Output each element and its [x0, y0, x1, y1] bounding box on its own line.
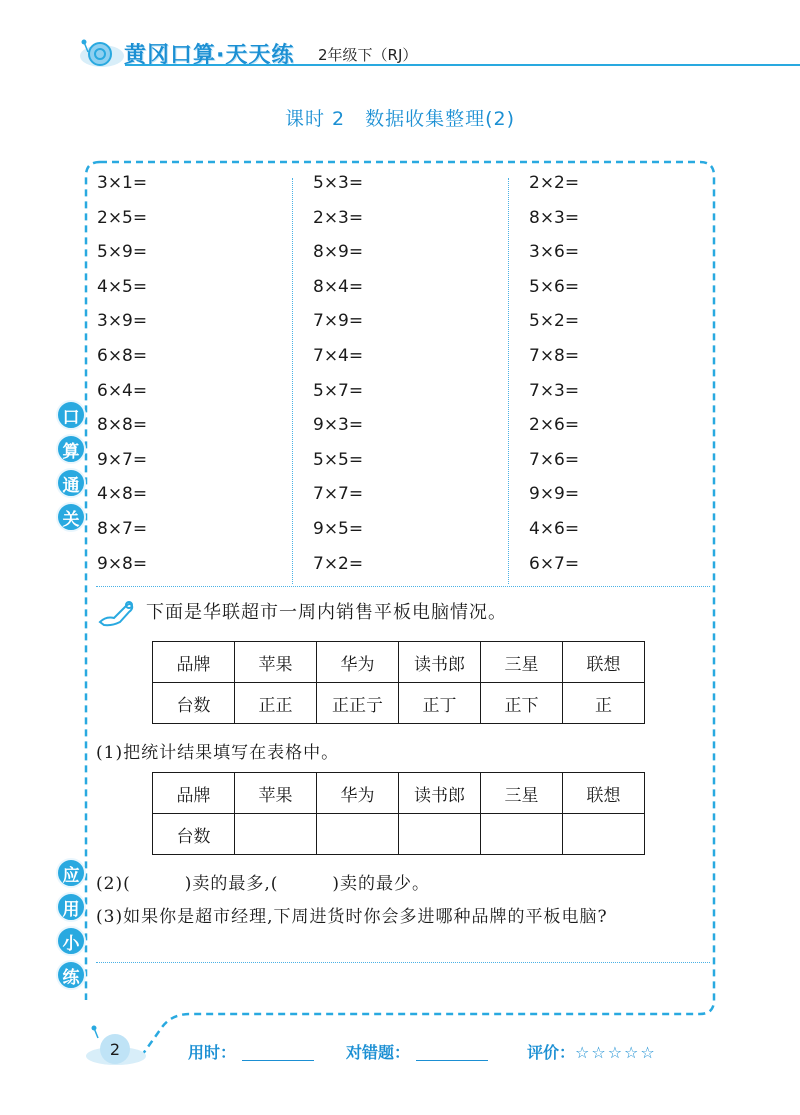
table-cell: 三星: [481, 642, 563, 683]
equation: 3×9=: [97, 311, 148, 332]
table-cell: 读书郎: [399, 773, 481, 814]
answer-cell[interactable]: [317, 814, 399, 855]
answer-cell[interactable]: [235, 814, 317, 855]
table-row: [153, 773, 645, 814]
answer-table: [152, 772, 645, 855]
table-cell: 品牌: [153, 773, 235, 814]
application-section-tag: [56, 858, 90, 994]
equation: 8×4=: [313, 276, 364, 297]
equation: 2×6=: [529, 415, 580, 436]
question-3: (3)如果你是超市经理,下周进货时你会多进哪种品牌的平板电脑?: [96, 907, 608, 927]
tally-cell: 正丁: [399, 683, 481, 724]
table-row: [153, 642, 645, 683]
equation: 7×7=: [313, 484, 364, 505]
tag-char: 算: [56, 434, 86, 464]
table-row: [153, 814, 645, 855]
equation: 7×2=: [313, 553, 364, 574]
time-label: 用时：: [188, 1043, 237, 1062]
table-cell: 品牌: [153, 642, 235, 683]
equation: 5×3=: [313, 173, 364, 193]
page-number: 2: [100, 1034, 130, 1064]
tag-char: 关: [56, 502, 86, 532]
answer-cell[interactable]: [399, 814, 481, 855]
equation: 7×4=: [313, 345, 364, 366]
answer-cell[interactable]: [481, 814, 563, 855]
equation: 9×8=: [97, 553, 148, 574]
equation: 6×7=: [529, 553, 580, 574]
equation: 8×3=: [529, 207, 580, 228]
table-cell: 读书郎: [399, 642, 481, 683]
equation: 9×5=: [313, 518, 364, 539]
table-cell: 华为: [317, 773, 399, 814]
tag-char: 练: [56, 960, 86, 990]
answer-line[interactable]: [96, 962, 710, 963]
tag-char: 应: [56, 858, 86, 888]
arithmetic-column-3: [529, 172, 729, 587]
tag-char: 小: [56, 926, 86, 956]
problem-intro: 下面是华联超市一周内销售平板电脑情况。: [146, 602, 507, 623]
equation: 5×7=: [313, 380, 364, 401]
equation: 8×7=: [97, 518, 148, 539]
table-cell: 台数: [153, 814, 235, 855]
section-divider: [96, 586, 710, 587]
equation: 7×6=: [529, 449, 580, 470]
table-cell: 三星: [481, 773, 563, 814]
equation: 5×2=: [529, 311, 580, 332]
table-row: [153, 683, 645, 724]
table-cell: 台数: [153, 683, 235, 724]
oral-section-tag: [56, 400, 90, 536]
equation: 7×8=: [529, 345, 580, 366]
table-cell: 苹果: [235, 642, 317, 683]
equation: 5×6=: [529, 276, 580, 297]
equation: 5×9=: [97, 242, 148, 263]
rating-label: 评价：: [527, 1043, 576, 1062]
equation: 2×5=: [97, 207, 148, 228]
equation: 6×4=: [97, 380, 148, 401]
equation: 5×5=: [313, 449, 364, 470]
equation: 4×6=: [529, 518, 580, 539]
time-blank[interactable]: [242, 1060, 314, 1061]
table-cell: 苹果: [235, 773, 317, 814]
tag-char: 通: [56, 468, 86, 498]
equation: 7×3=: [529, 380, 580, 401]
tally-cell: 正正: [235, 683, 317, 724]
equation: 3×1=: [97, 173, 148, 193]
tally-cell: 正下: [481, 683, 563, 724]
equation: 9×3=: [313, 415, 364, 436]
correct-label: 对错题：: [346, 1043, 411, 1062]
tally-cell: 正正亍: [317, 683, 399, 724]
errors-blank[interactable]: [416, 1060, 488, 1061]
table-cell: 联想: [563, 773, 645, 814]
tag-char: 口: [56, 400, 86, 430]
errors-count: [346, 1040, 488, 1063]
equation: 7×9=: [313, 311, 364, 332]
equation: 4×8=: [97, 484, 148, 505]
tag-char: 用: [56, 892, 86, 922]
rating-stars[interactable]: ☆☆☆☆☆: [575, 1043, 657, 1062]
equation: 4×5=: [97, 276, 148, 297]
brand-title: 黄冈口算·天天练: [124, 43, 295, 68]
equation: 6×8=: [97, 345, 148, 366]
tally-cell: 正: [563, 683, 645, 724]
table-cell: 华为: [317, 642, 399, 683]
arithmetic-column-2: [313, 172, 513, 587]
equation: 8×9=: [313, 242, 364, 263]
equation: 8×8=: [97, 415, 148, 436]
column-divider: [508, 178, 509, 584]
time-spent: [188, 1040, 314, 1063]
question-1: (1)把统计结果填写在表格中。: [96, 743, 340, 763]
arithmetic-column-1: [97, 172, 297, 587]
equation: 9×9=: [529, 484, 580, 505]
equation: 3×6=: [529, 242, 580, 263]
table-cell: 联想: [563, 642, 645, 683]
sales-tally-table: [152, 641, 645, 724]
rating: [527, 1040, 657, 1063]
grade-label: 2年级下（RJ）: [318, 46, 418, 64]
answer-cell[interactable]: [563, 814, 645, 855]
equation: 2×3=: [313, 207, 364, 228]
equation: 2×2=: [529, 173, 580, 193]
question-2: (2)( )卖的最多,( )卖的最少。: [96, 874, 431, 894]
pencil-hand-icon: [96, 596, 136, 628]
column-divider: [292, 178, 293, 584]
equation: 9×7=: [97, 449, 148, 470]
lesson-title: 课时 2 数据收集整理(2): [284, 108, 516, 130]
